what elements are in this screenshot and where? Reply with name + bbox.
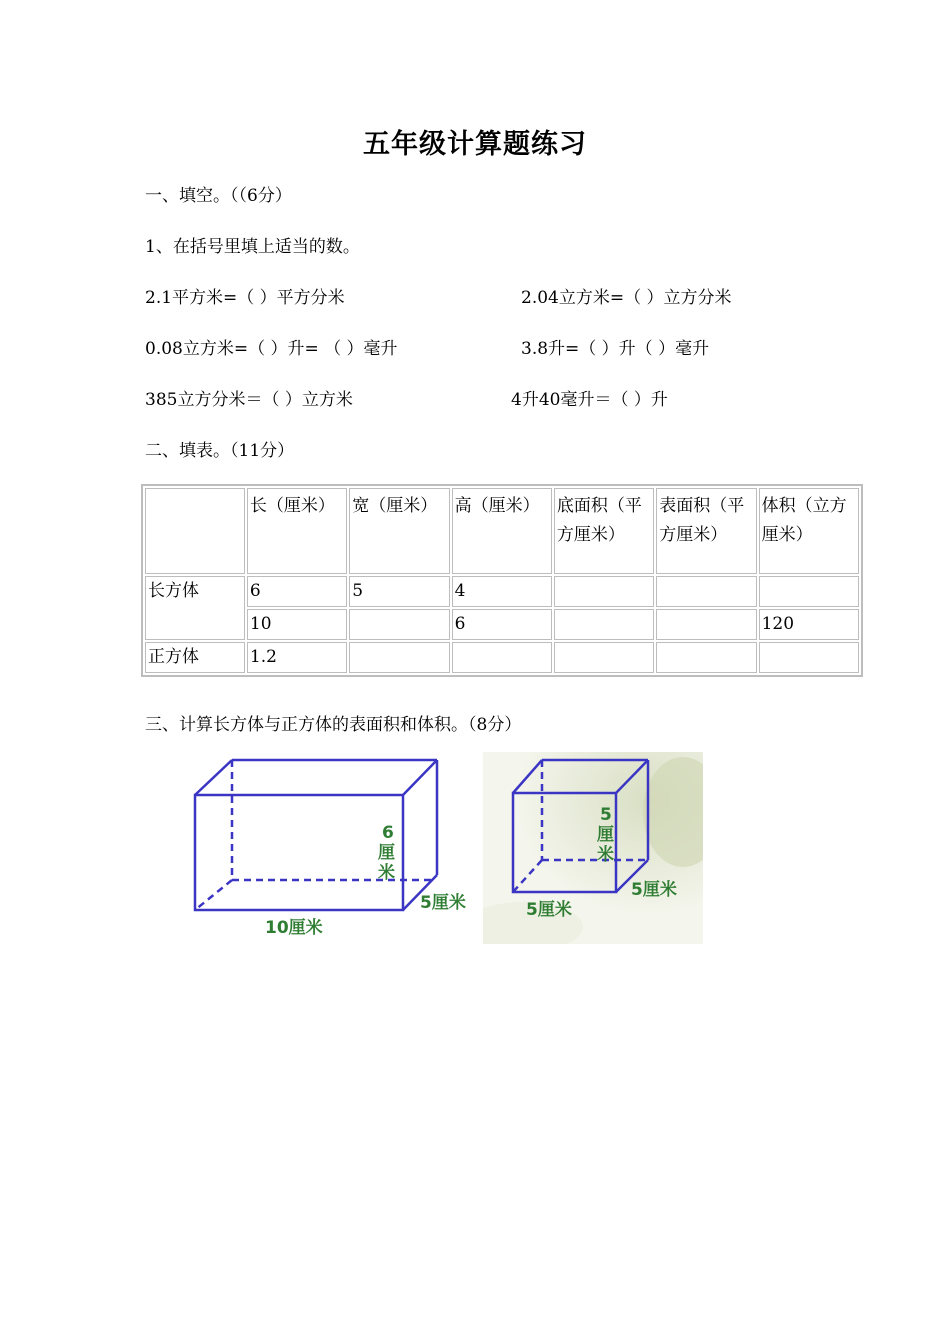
table-cell[interactable] xyxy=(759,642,859,673)
edge xyxy=(195,760,232,795)
fill-item: 385立方分米＝（ ）立方米 xyxy=(145,390,353,410)
fill-table xyxy=(141,484,863,677)
height-unit-label: 厘 xyxy=(597,825,614,845)
section2-heading: 二、填表。（11分） xyxy=(145,441,295,461)
question1-text: 1、在括号里填上适当的数。 xyxy=(145,237,360,257)
table-cell[interactable] xyxy=(554,642,654,673)
page-title: 五年级计算题练习 xyxy=(363,129,587,160)
cuboid-figure xyxy=(185,752,485,947)
table-header-cell: 宽（厘米） xyxy=(349,488,449,574)
table-cell[interactable] xyxy=(349,609,449,640)
table-header-cell: 底面积（平方厘米） xyxy=(554,488,654,574)
length-label: 10厘米 xyxy=(265,918,323,938)
table-cell[interactable] xyxy=(554,609,654,640)
table-cell: 1.2 xyxy=(247,642,347,673)
table-cell: 6 xyxy=(452,609,552,640)
height-label: 5 xyxy=(600,805,612,825)
table-cell[interactable] xyxy=(656,609,756,640)
fill-item: 0.08立方米=（ ）升= （ ）毫升 xyxy=(145,339,398,359)
depth-label: 5厘米 xyxy=(631,880,677,900)
height-unit-label: 米 xyxy=(597,845,614,865)
hidden-edge xyxy=(195,880,232,910)
fill-item: 4升40毫升＝（ ）升 xyxy=(511,390,668,410)
table-header-cell: 高（厘米） xyxy=(452,488,552,574)
table-header-cell xyxy=(145,488,245,574)
fill-item: 2.1平方米=（ ）平方分米 xyxy=(145,288,345,308)
cube-figure xyxy=(483,752,703,944)
table-header-row xyxy=(145,488,859,574)
table-cell: 5 xyxy=(349,576,449,607)
height-label: 6 xyxy=(382,823,394,843)
width-label: 5厘米 xyxy=(420,893,466,913)
table-cell: 10 xyxy=(247,609,347,640)
height-unit-label: 米 xyxy=(378,863,395,883)
table-cell: 正方体 xyxy=(145,642,245,673)
table-cell[interactable] xyxy=(349,642,449,673)
table-cell[interactable] xyxy=(759,576,859,607)
fill-item: 2.04立方米=（ ）立方分米 xyxy=(521,288,732,308)
height-unit-label: 厘 xyxy=(378,843,395,863)
table-cell: 6 xyxy=(247,576,347,607)
table-header-cell: 表面积（平方厘米） xyxy=(656,488,756,574)
table-row xyxy=(145,576,859,607)
table-cell: 120 xyxy=(759,609,859,640)
front-label: 5厘米 xyxy=(526,900,572,920)
edge xyxy=(403,760,437,795)
fill-item: 3.8升=（ ）升（ ）毫升 xyxy=(521,339,710,359)
section1-heading: 一、填空。（（6分） xyxy=(145,186,292,206)
table-cell[interactable] xyxy=(656,576,756,607)
table-cell[interactable] xyxy=(554,576,654,607)
table-cell: 4 xyxy=(452,576,552,607)
table-header-cell: 长（厘米） xyxy=(247,488,347,574)
table-cell[interactable] xyxy=(452,642,552,673)
section3-heading: 三、计算长方体与正方体的表面积和体积。（8分） xyxy=(145,715,522,735)
table-cell[interactable] xyxy=(656,642,756,673)
table-row xyxy=(145,642,859,673)
table-row xyxy=(145,609,859,640)
table-header-cell: 体积（立方厘米） xyxy=(759,488,859,574)
front-face xyxy=(195,795,403,910)
table-cell: 长方体 xyxy=(145,576,245,640)
